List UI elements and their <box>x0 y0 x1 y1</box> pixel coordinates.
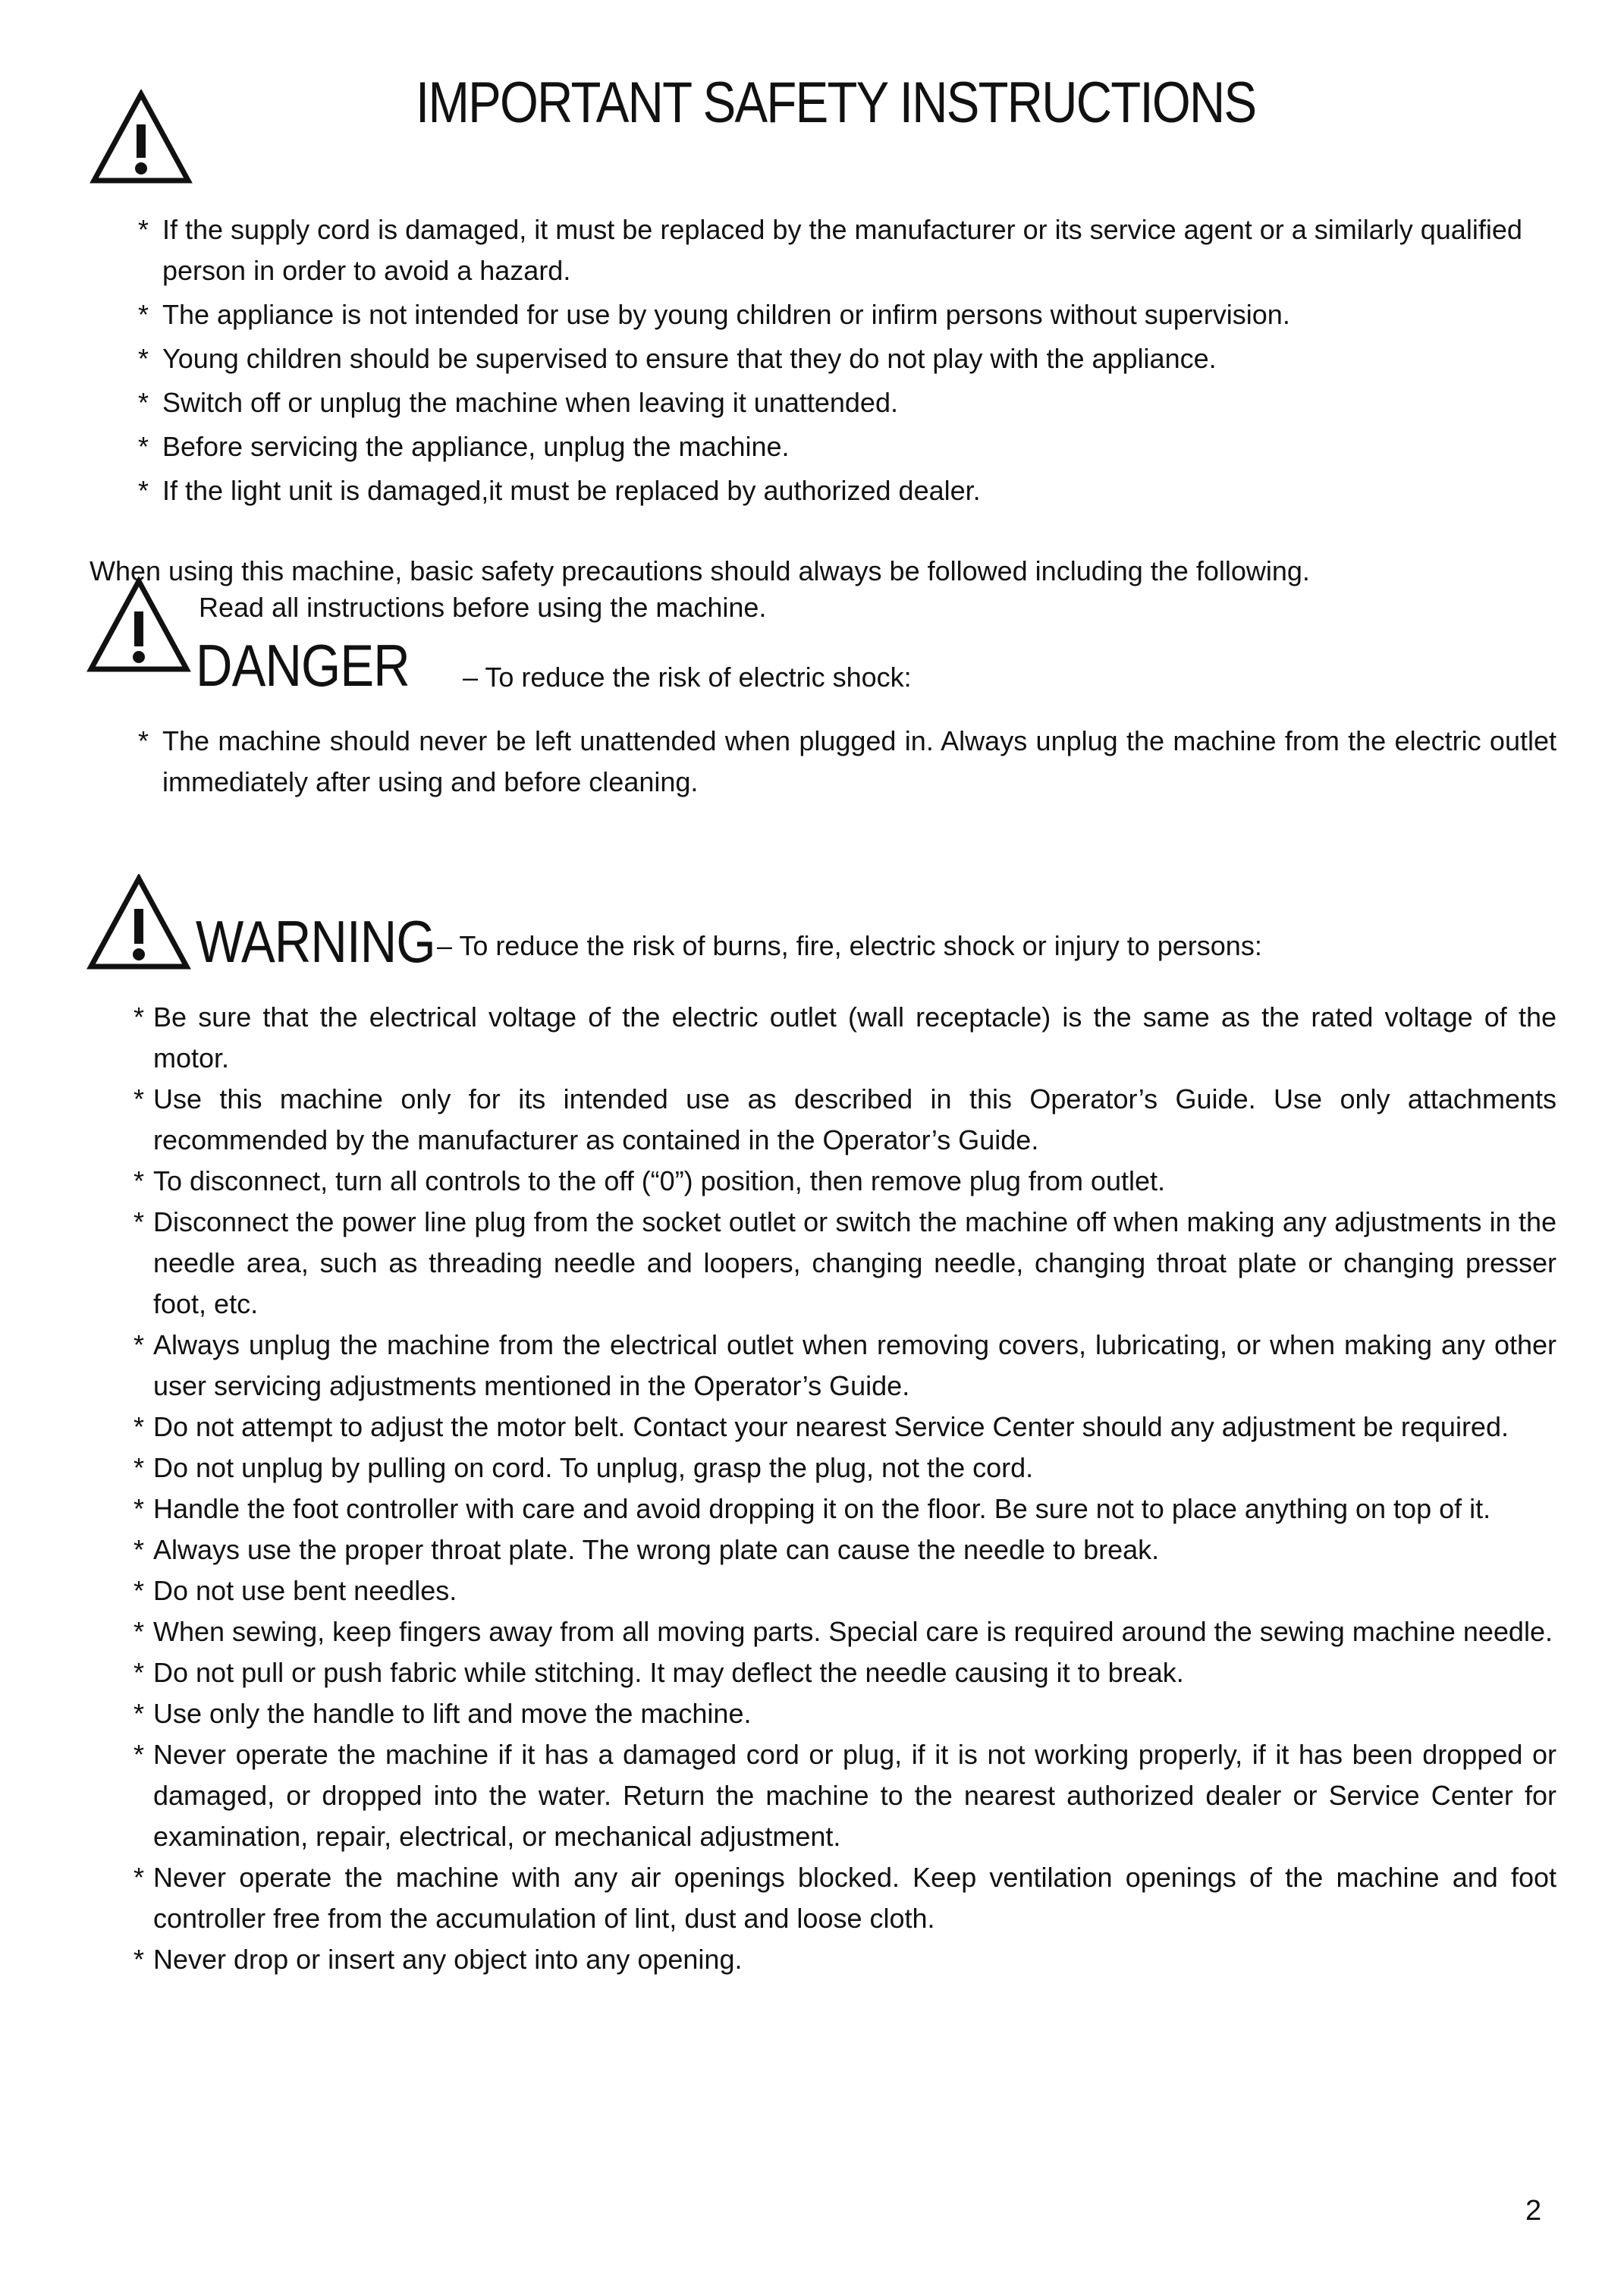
bullet-star: * <box>134 1862 145 1893</box>
bullet-star: * <box>134 1616 145 1647</box>
bullet-star: * <box>138 299 149 330</box>
bullet-star: * <box>138 343 149 374</box>
bullet-star: * <box>134 1083 145 1114</box>
list-item: * Disconnect the power line plug from the socket outlet or switch the machine off when making any adjustments in the needle area, such as threading needle and loopers, changing needle, changing throat plate or changing presser foot, etc. <box>153 1202 1556 1325</box>
list-item: * Always use the proper throat plate. The wrong plate can cause the needle to break. <box>153 1529 1556 1570</box>
bullet-star: * <box>134 1452 145 1483</box>
list-item: * The appliance is not intended for use by young children or infirm persons without supervision. <box>162 294 1535 335</box>
list-item: * Use this machine only for its intended use as described in this Operator’s Guide. Use only attachments recommended by the manufacturer as contained in the Operator’s Guide. <box>153 1079 1556 1161</box>
list-item: * Do not use bent needles. <box>153 1570 1556 1611</box>
bullet-star: * <box>134 1206 145 1237</box>
intro-line: When using this machine, basic safety precautions should always be followed including the following. <box>90 555 1310 586</box>
list-item: * To disconnect, turn all controls to the off (“0”) position, then remove plug from outlet. <box>153 1161 1556 1202</box>
warning-heading: WARNING <box>196 908 435 975</box>
list-item: * Be sure that the electrical voltage of the electric outlet (wall receptacle) is the same as the rated voltage of the motor. <box>153 997 1556 1079</box>
bullet-star: * <box>134 1698 145 1729</box>
list-item: * Never drop or insert any object into any opening. <box>153 1939 1556 1980</box>
list-item: * If the light unit is damaged,it must be replaced by authorized dealer. <box>162 470 1535 511</box>
page-title: IMPORTANT SAFETY INSTRUCTIONS <box>416 71 1256 135</box>
bullet-star: * <box>134 1411 145 1442</box>
bullet-star: * <box>134 1534 145 1565</box>
warning-triangle-icon <box>90 90 193 185</box>
bullet-star: * <box>134 1657 145 1688</box>
bullet-star: * <box>134 1944 145 1975</box>
list-item: * Do not unplug by pulling on cord. To unplug, grasp the plug, not the cord. <box>153 1448 1556 1489</box>
bullet-star: * <box>134 1001 145 1033</box>
list-item: * Never operate the machine with any air openings blocked. Keep ventilation openings of the machine and foot controller free from the accumulation of lint, dust and loose cloth. <box>153 1857 1556 1939</box>
bullet-star: * <box>134 1739 145 1770</box>
danger-subtitle: – To reduce the risk of electric shock: <box>463 662 912 693</box>
list-item: * Always unplug the machine from the electrical outlet when removing covers, lubricating, or when making any other user servicing adjustments mentioned in the Operator’s Guide. <box>153 1325 1556 1407</box>
list-item: * The machine should never be left unattended when plugged in. Always unplug the machine from the electric outlet immediately after using and before cleaning. <box>162 721 1556 803</box>
intro-read-instructions: Read all instructions before using the machine. <box>199 592 767 623</box>
bullet-star: * <box>138 387 149 418</box>
danger-triangle-icon <box>86 577 191 674</box>
bullet-star: * <box>138 214 149 245</box>
bullet-star: * <box>134 1493 145 1524</box>
warning-subtitle: – To reduce the risk of burns, fire, electric shock or injury to persons: <box>437 930 1262 961</box>
list-item: * Use only the handle to lift and move the machine. <box>153 1693 1556 1734</box>
page-number: 2 <box>1525 2195 1542 2227</box>
warning-list <box>134 997 1556 1980</box>
list-item: * Do not attempt to adjust the motor belt. Contact your nearest Service Center should any adjustment be required. <box>153 1407 1556 1448</box>
list-item: * Young children should be supervised to ensure that they do not play with the appliance. <box>162 338 1535 379</box>
bullet-star: * <box>138 475 149 506</box>
bullet-star: * <box>134 1165 145 1196</box>
list-item: * Switch off or unplug the machine when leaving it unattended. <box>162 382 1535 423</box>
list-item: * When sewing, keep fingers away from all moving parts. Special care is required around the sewing machine needle. <box>153 1611 1556 1652</box>
warning-triangle-icon <box>86 874 191 971</box>
bullet-star: * <box>138 725 149 756</box>
bullet-star: * <box>134 1575 145 1606</box>
list-item: * Never operate the machine if it has a damaged cord or plug, if it is not working properly, if it has been dropped or damaged, or dropped into the water. Return the machine to the nearest authorized dealer or Service Center for examination, repair, electrical, or mechanical adjustment. <box>153 1734 1556 1857</box>
danger-heading: DANGER <box>196 632 410 699</box>
list-item: * Do not pull or push fabric while stitching. It may deflect the needle causing it to break. <box>153 1652 1556 1693</box>
list-item: * If the supply cord is damaged, it must be replaced by the manufacturer or its service agent or a similarly qualified person in order to avoid a hazard. <box>162 209 1535 291</box>
danger-list <box>138 721 1556 803</box>
bullet-star: * <box>134 1329 145 1360</box>
list-item: * Before servicing the appliance, unplug the machine. <box>162 426 1535 467</box>
bullet-star: * <box>138 431 149 462</box>
general-notes-list <box>138 209 1535 511</box>
list-item: * Handle the foot controller with care and avoid dropping it on the floor. Be sure not to place anything on top of it. <box>153 1489 1556 1529</box>
